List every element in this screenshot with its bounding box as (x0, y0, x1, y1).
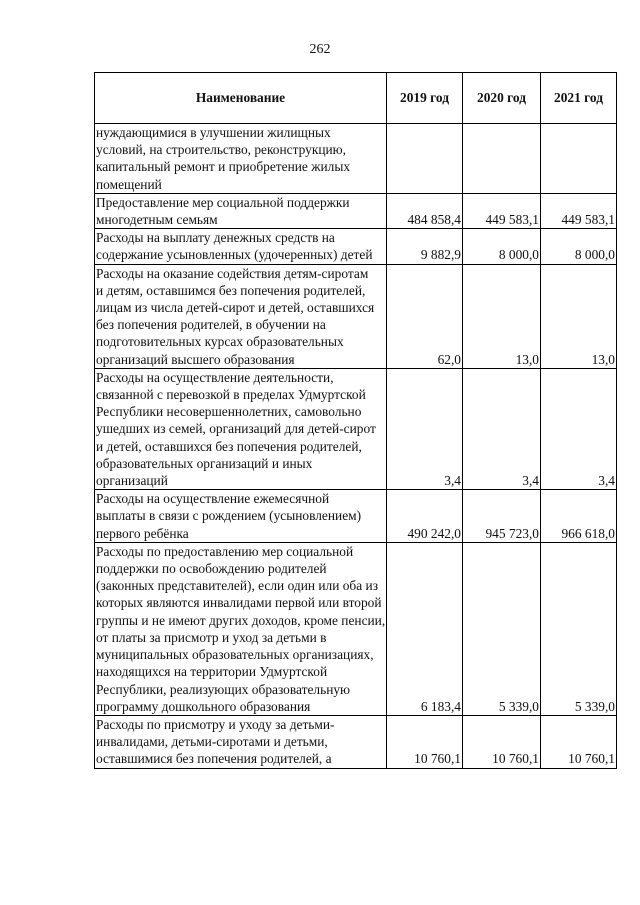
row-2021: 10 760,1 (541, 715, 617, 768)
budget-table (94, 72, 617, 769)
row-2020: 13,0 (463, 264, 541, 368)
header-name: Наименование (95, 73, 387, 124)
row-2021: 8 000,0 (541, 229, 617, 264)
row-2019: 62,0 (387, 264, 463, 368)
header-2020: 2020 год (463, 73, 541, 124)
row-name: Расходы на оказание содействия детям-сиротам и детям, оставшимся без попечения родителей, лицам из числа детей-сирот и детей, оставшихся без попечения родителей, в обучении на подготовительных курсах образовательных организаций высшего образования (96, 265, 375, 367)
row-2019: 490 242,0 (387, 490, 463, 543)
row-name: Предоставление мер социальной поддержки многодетным семьям (96, 194, 350, 228)
table-row (95, 229, 617, 264)
row-2021: 5 339,0 (541, 542, 617, 715)
table-row (95, 124, 617, 194)
row-2020: 8 000,0 (463, 229, 541, 264)
row-2020: 945 723,0 (463, 490, 541, 543)
row-2021: 13,0 (541, 264, 617, 368)
header-2021: 2021 год (541, 73, 617, 124)
header-2019: 2019 год (387, 73, 463, 124)
row-2021 (541, 124, 617, 194)
row-name: Расходы на осуществление ежемесячной выплаты в связи с рождением (усыновлением) первого ребёнка (96, 491, 362, 541)
table-row (95, 368, 617, 489)
row-2020: 449 583,1 (463, 193, 541, 228)
row-2021: 449 583,1 (541, 193, 617, 228)
row-2020: 3,4 (463, 368, 541, 489)
table-row (95, 715, 617, 768)
page-number: 262 (309, 42, 331, 57)
row-name: Расходы на осуществление деятельности, связанной с перевозкой в пределах Удмуртской Республики несовершеннолетних, самовольно ушедших из семей, организаций для детей-сирот и детей, оставшихся без попечения родителей, образовательных организаций и иных организаций (96, 369, 376, 489)
table-row (95, 490, 617, 543)
row-2019: 484 858,4 (387, 193, 463, 228)
row-2019: 6 183,4 (387, 542, 463, 715)
table-header-row (95, 73, 617, 124)
row-name: Расходы по предоставлению мер социальной поддержки по освобождению родителей (законных представителей), если один или оба из которых являются инвалидами первой или второй группы и не имеют других доходов, кроме пенсии, от платы за присмотр и уход за детьми в муниципальных образовательных организациях, находящихся на территории Удмуртской Республики, реализующих образовательную программу дошкольного образования (96, 543, 386, 714)
row-2020 (463, 124, 541, 194)
table-row (95, 264, 617, 368)
row-name: Расходы на выплату денежных средств на содержание усыновленных (удочеренных) детей (96, 230, 373, 263)
row-2021: 3,4 (541, 368, 617, 489)
row-2020: 10 760,1 (463, 715, 541, 768)
table-row (95, 193, 617, 228)
row-2019 (387, 124, 463, 194)
row-name: Расходы по присмотру и уходу за детьми-инвалидами, детьми-сиротами и детьми, оставшимися без попечения родителей, а (96, 716, 335, 767)
row-2019: 10 760,1 (387, 715, 463, 768)
row-2019: 9 882,9 (387, 229, 463, 264)
row-name: нуждающимися в улучшении жилищных условий, на строительство, реконструкцию, капитальный ремонт и приобретение жилых помещений (96, 125, 351, 192)
row-2021: 966 618,0 (541, 490, 617, 543)
row-2020: 5 339,0 (463, 542, 541, 715)
row-2019: 3,4 (387, 368, 463, 489)
table-row (95, 542, 617, 715)
